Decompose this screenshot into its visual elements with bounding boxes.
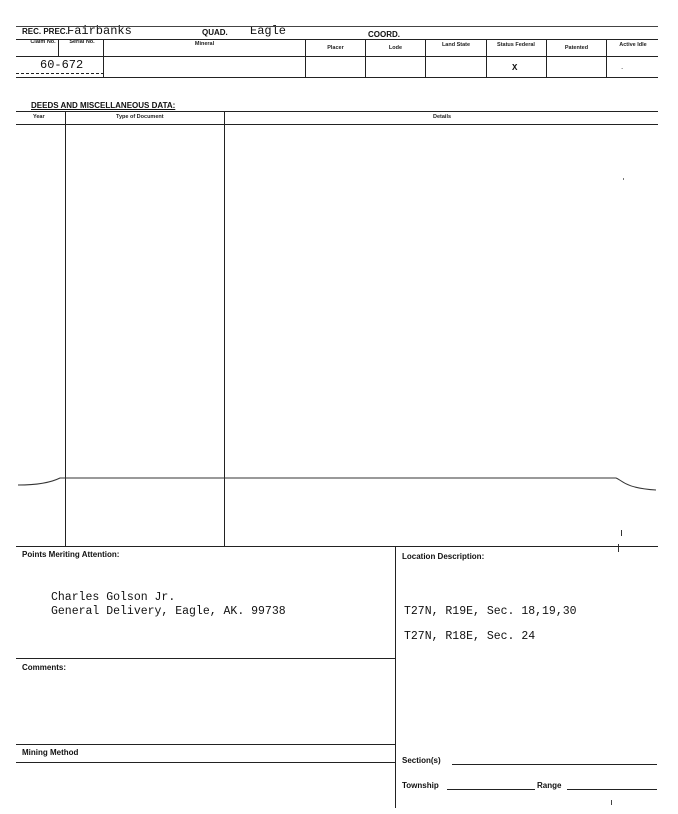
col-divider xyxy=(365,39,366,77)
speck xyxy=(623,178,624,180)
points-line-2: General Delivery, Eagle, AK. 99738 xyxy=(51,605,286,618)
rec-prec-label: REC. PREC. xyxy=(22,27,68,36)
range-label: Range xyxy=(537,781,562,790)
comments-top-rule xyxy=(16,658,395,659)
col-status-federal: Status Federal xyxy=(497,42,535,48)
column-header-rule xyxy=(16,56,658,57)
scan-fold-line xyxy=(0,468,678,498)
col-divider xyxy=(546,39,547,77)
col-divider xyxy=(486,39,487,77)
township-field-line xyxy=(447,789,535,790)
col-active-idle: Active Idle xyxy=(619,42,647,48)
mining-method-top-rule xyxy=(16,744,395,745)
col-claim-no: Claim No. xyxy=(30,39,56,45)
mining-method-bottom-rule xyxy=(16,762,395,763)
quad-label: QUAD. xyxy=(202,28,228,37)
col-divider xyxy=(58,39,59,56)
col-serial-no: Serial No. xyxy=(69,39,95,45)
deeds-section-title: DEEDS AND MISCELLANEOUS DATA: xyxy=(31,101,176,110)
points-meriting-attention-label: Points Meriting Attention: xyxy=(22,550,120,559)
quad-value: Eagle xyxy=(250,24,287,38)
col-year: Year xyxy=(33,114,45,120)
mining-method-label: Mining Method xyxy=(22,748,79,757)
col-divider xyxy=(305,39,306,77)
col-patented: Patented xyxy=(564,45,589,51)
col-details: Details xyxy=(433,114,452,120)
col-placer: Placer xyxy=(327,45,344,51)
township-label: Township xyxy=(402,781,439,790)
col-divider xyxy=(606,39,607,77)
claim-no-value: 60-672 xyxy=(40,58,84,72)
tick-mark xyxy=(611,800,612,805)
top-rule xyxy=(16,26,658,27)
col-lode: Lode xyxy=(388,45,403,51)
lower-section-top-rule xyxy=(16,546,658,547)
col-land-state: Land State xyxy=(441,42,471,48)
claim-row-bottom-rule xyxy=(16,77,658,78)
lower-section-divider xyxy=(395,546,396,808)
location-line-2: T27N, R18E, Sec. 24 xyxy=(404,630,536,643)
sections-label: Section(s) xyxy=(402,756,441,765)
points-line-1: Charles Golson Jr. xyxy=(51,591,176,604)
col-divider xyxy=(425,39,426,77)
location-line-1: T27N, R19E, Sec. 18,19,30 xyxy=(404,605,577,618)
sections-field-line xyxy=(452,764,657,765)
rec-prec-value: Fairbanks xyxy=(67,24,132,38)
deeds-top-rule xyxy=(16,111,658,112)
coord-label: COORD. xyxy=(368,30,400,39)
col-mineral: Mineral xyxy=(194,41,215,47)
status-federal-value: X xyxy=(512,63,518,73)
claim-no-underline xyxy=(16,73,104,74)
deeds-header-rule xyxy=(16,124,658,125)
tick-mark xyxy=(621,530,622,536)
col-type-of-document: Type of Document xyxy=(116,114,164,120)
tick-mark: . xyxy=(621,62,624,71)
range-field-line xyxy=(567,789,657,790)
header-rule xyxy=(16,39,658,40)
comments-label: Comments: xyxy=(22,663,67,672)
location-description-label: Location Description: xyxy=(402,552,485,561)
